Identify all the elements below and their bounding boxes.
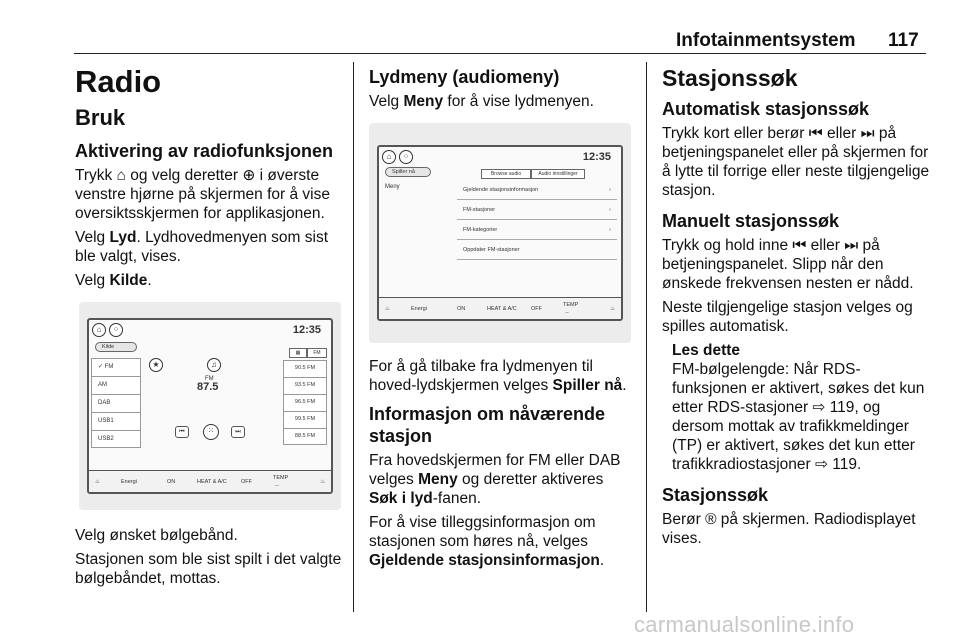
clock: 12:35	[582, 151, 611, 163]
heading-aktivering: Aktivering av radiofunksjonen	[75, 141, 334, 161]
preset-tab-icon: ▦	[289, 348, 307, 358]
band-list	[91, 358, 141, 448]
page-reference: ⇨ 119	[812, 399, 855, 416]
seat-icon-right: ♨	[320, 479, 325, 485]
paragraph-neste-stasjon: Neste tilgjengelige stasjon velges og spilles automatisk.	[662, 299, 913, 335]
page-reference: ⇨ 119	[815, 456, 858, 473]
audio-menu-screen	[377, 145, 623, 321]
preset-item: 93.5 FM	[283, 377, 327, 394]
seat-icon: ♨	[95, 479, 100, 485]
preset-list	[283, 360, 327, 445]
heading-automatisk: Automatisk stasjonssøk	[662, 99, 870, 119]
seat-icon-right: ♨	[610, 306, 615, 312]
temp-label: TEMP	[273, 475, 289, 481]
home-icon: ⌂	[92, 323, 106, 337]
station-label: FM	[205, 376, 214, 382]
menu-row: Oppdater FM-stasjoner	[457, 241, 617, 260]
paragraph-fra-hovedskjermen: Fra hovedskjermen for FM eller DAB velges Meny og deretter aktiveres Søk i lyd-fanen.	[369, 452, 621, 507]
paragraph-velg-meny: Velg Meny for å vise lydmenyen.	[369, 93, 594, 110]
paragraph-tilleggsinformasjon: For å vise tilleggsinformasjon om stasjonen som høres nå, velges Gjeldende stasjonsinformasjon.	[369, 514, 605, 569]
seek-forward-icon: ⏭	[231, 426, 245, 438]
column-2	[369, 62, 635, 575]
fan-on-label: ON	[457, 306, 466, 312]
preset-tab-fm: FM	[307, 348, 327, 358]
audio-settings-tab: Audio innstillinger	[531, 169, 585, 179]
subsection-title-bruk: Bruk	[75, 105, 126, 130]
apps-icon: ⁘	[109, 323, 123, 337]
radio-screen-illustration	[79, 302, 341, 510]
paragraph-trykk: Trykk ⌂ og velg deretter ⊕ i øverste venstre hjørne på skjermen for å vise oversiktsskjermen for applikasjonen.	[75, 167, 330, 222]
paragraph-velg-kilde: Velg Kilde.	[75, 272, 152, 289]
menu-label: Meny	[385, 184, 400, 190]
temp-value: --	[275, 483, 279, 489]
seat-icon: ♨	[385, 306, 390, 312]
section-title-stasjonssok: Stasjonssøk	[662, 65, 798, 91]
heading-manuelt: Manuelt stasjonssøk	[662, 211, 840, 231]
home-icon: ⌂	[382, 150, 396, 164]
heading-stasjonssok: Stasjonssøk	[662, 485, 769, 505]
paragraph-beror: Berør ® på skjermen. Radiodisplayet vises.	[662, 511, 916, 547]
paragraph-trykk-kort: Trykk kort eller berør ⏮ eller ⏭ på betjeningspanelet eller på skjermen for å lytte til forrige eller neste tilgjengelige stasjon.	[662, 125, 930, 199]
watermark: carmanualsonline.info	[634, 612, 855, 637]
climate-bar	[379, 297, 621, 319]
source-pill: Kilde	[95, 342, 137, 352]
seek-forward-icon: ⏭	[844, 237, 859, 254]
menu-row: FM-kategorier ›	[457, 221, 617, 240]
seek-back-icon: ⏮	[808, 125, 823, 142]
seek-forward-icon: ⏭	[860, 125, 875, 142]
back-pill: Spiller nå	[385, 167, 431, 177]
paragraph-velg-bolgebaand: Velg ønsket bølgebånd.	[75, 527, 238, 544]
band-item: DAB	[91, 394, 141, 412]
off-label: OFF	[241, 479, 252, 485]
menu-row: Gjeldende stasjonsinformasjon ›	[457, 181, 617, 200]
page-number: 117	[888, 30, 919, 51]
column-divider-left	[353, 62, 354, 612]
apps-icon: ⁘	[399, 150, 413, 164]
band-item: ✓ FM	[91, 358, 141, 376]
home-icon: ⌂	[116, 167, 126, 184]
column-3	[662, 62, 930, 553]
preset-item: 99.5 FM	[283, 411, 327, 428]
frequency-display: 87.5	[197, 381, 219, 393]
temp-label: TEMP	[563, 302, 579, 308]
seek-back-icon: ⏮	[792, 237, 807, 254]
column-divider-right	[646, 62, 647, 612]
band-item: AM	[91, 376, 141, 394]
favorite-icon: ★	[149, 358, 163, 372]
paragraph-stasjonen: Stasjonen som ble sist spilt i det valgte bølgebåndet, mottas.	[75, 551, 342, 587]
fan-on-label: ON	[167, 479, 176, 485]
clock: 12:35	[292, 324, 321, 336]
heat-ac-label: HEAT & A/C	[197, 479, 227, 485]
heading-lydmeny: Lydmeny (audiomeny)	[369, 67, 560, 87]
paragraph-velg-lyd: Velg Lyd. Lydhovedmenyen som sist ble valgt, vises.	[75, 229, 329, 265]
energy-label: Energi	[121, 479, 137, 485]
temp-value: --	[565, 310, 569, 316]
chevron-right-icon: ›	[609, 187, 611, 193]
browse-audio-tab: Browse audio	[481, 169, 531, 179]
page-header-title: Infotainmentsystem	[676, 30, 856, 51]
menu-row: FM-stasjoner ›	[457, 201, 617, 220]
preset-item: 88.5 FM	[283, 428, 327, 445]
header-rule	[74, 53, 926, 54]
radio-icon: ®	[705, 511, 717, 528]
apps-icon: ⊕	[242, 167, 256, 184]
keypad-icon: ⁙	[203, 424, 219, 440]
heading-informasjon: Informasjon om nåværende stasjon	[369, 404, 606, 446]
off-label: OFF	[531, 306, 542, 312]
note-text: FM-bølgelengde: Når RDS-funksjonen er aktivert, søkes det kun etter RDS-stasjoner ⇨ 119, og dersom mottak av trafikkmeldinger (TP) er aktivert, søkes det kun etter trafikkradiostasjoner ⇨ 119.	[672, 361, 925, 473]
paragraph-trykk-og-hold: Trykk og hold inne ⏮ eller ⏭ på betjeningspanelet. Slipp når den ønskede frekvensen nesten er nådd.	[662, 237, 914, 292]
seek-back-icon: ⏮	[175, 426, 189, 438]
chevron-right-icon: ›	[609, 227, 611, 233]
station-logo-icon: ♫	[207, 358, 221, 372]
band-item: USB1	[91, 412, 141, 430]
audio-menu-illustration	[369, 123, 631, 343]
section-title-radio: Radio	[75, 64, 162, 99]
radio-screen	[87, 318, 333, 494]
preset-item: 90.5 FM	[283, 360, 327, 377]
band-item: USB2	[91, 430, 141, 448]
energy-label: Energi	[411, 306, 427, 312]
note-box	[662, 341, 930, 474]
climate-bar	[89, 470, 331, 492]
preset-item: 96.5 FM	[283, 394, 327, 411]
note-title: Les dette	[672, 342, 741, 359]
column-1	[75, 62, 343, 593]
paragraph-tilbake: For å gå tilbake fra lydmenyen til hoved-lydskjermen velges Spiller nå.	[369, 358, 627, 394]
chevron-right-icon: ›	[609, 207, 611, 213]
heat-ac-label: HEAT & A/C	[487, 306, 517, 312]
